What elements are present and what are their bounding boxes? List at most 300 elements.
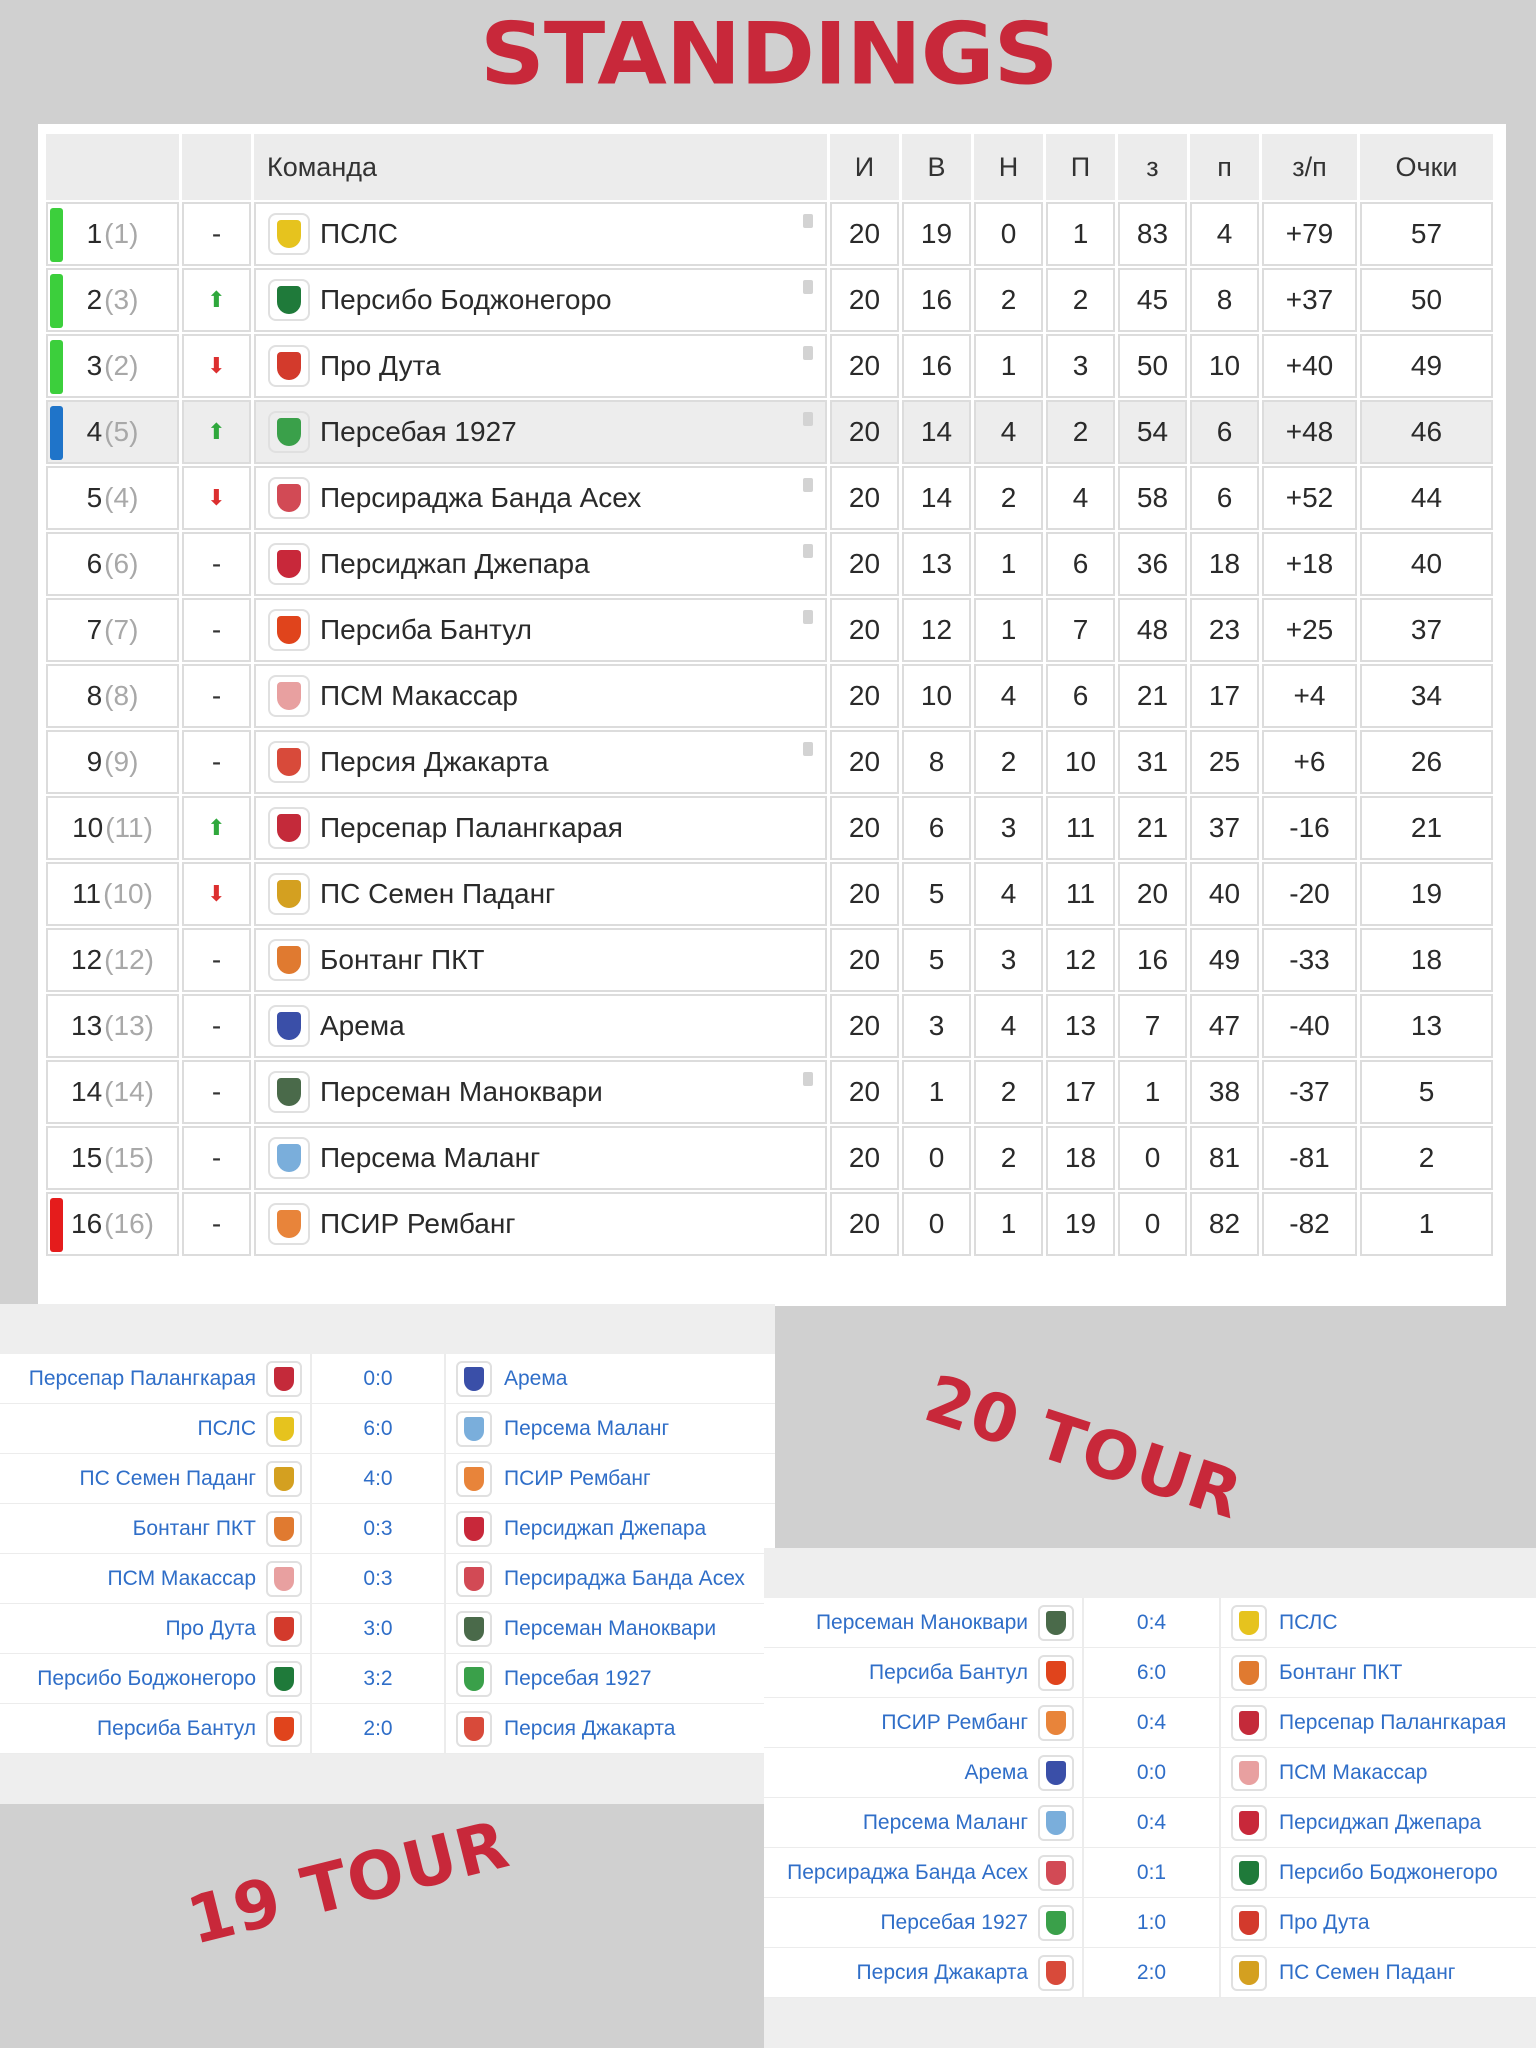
change-cell bbox=[182, 466, 251, 530]
drawn-cell: 1 bbox=[974, 334, 1043, 398]
team-name[interactable]: Персебая 1927 bbox=[320, 416, 517, 447]
previous-position: (6) bbox=[104, 548, 139, 579]
no-change-dash: - bbox=[211, 944, 222, 975]
home-team-name[interactable]: Персебая 1927 bbox=[880, 1910, 1028, 1934]
team-name[interactable]: ПСМ Макассар bbox=[320, 680, 518, 711]
away-team-name[interactable]: Персиджап Джепара bbox=[1279, 1810, 1482, 1834]
away-team-name[interactable]: ПС Семен Паданг bbox=[1279, 1960, 1456, 1984]
match-score[interactable]: 2:0 bbox=[1136, 1960, 1167, 1984]
team-name[interactable]: Персепар Палангкарая bbox=[320, 812, 623, 843]
home-team-name[interactable]: ПСИР Рембанг bbox=[881, 1710, 1028, 1734]
match-row[interactable] bbox=[0, 1604, 775, 1654]
goal-difference-cell: +18 bbox=[1262, 532, 1357, 596]
away-team-logo-icon bbox=[1231, 1705, 1267, 1741]
goal-difference-cell: +48 bbox=[1262, 400, 1357, 464]
away-team-logo-icon bbox=[456, 1461, 492, 1497]
table-row[interactable] bbox=[46, 598, 1494, 662]
home-team-logo-icon bbox=[1038, 1755, 1074, 1791]
match-row[interactable] bbox=[0, 1654, 775, 1704]
position-cell bbox=[46, 466, 179, 530]
change-cell bbox=[182, 598, 251, 662]
team-cell[interactable] bbox=[254, 466, 827, 530]
match-score[interactable]: 0:1 bbox=[1136, 1860, 1167, 1884]
match-row[interactable] bbox=[0, 1704, 775, 1754]
home-team[interactable] bbox=[764, 1898, 1084, 1947]
won-cell: 6 bbox=[902, 796, 971, 860]
match-row[interactable] bbox=[764, 1898, 1536, 1948]
away-team[interactable] bbox=[444, 1454, 884, 1503]
played-cell: 20 bbox=[830, 994, 899, 1058]
team-name[interactable]: ПСЛС bbox=[320, 218, 399, 249]
header-lost[interactable]: П bbox=[1046, 134, 1118, 200]
match-row[interactable] bbox=[0, 1404, 775, 1454]
lock-icon bbox=[803, 214, 813, 228]
away-team-name[interactable]: Персия Джакарта bbox=[504, 1716, 676, 1740]
goal-difference-cell: +79 bbox=[1262, 202, 1357, 266]
header-team[interactable]: Команда bbox=[254, 134, 830, 200]
table-row[interactable] bbox=[46, 928, 1494, 992]
goal-difference-cell: +6 bbox=[1262, 730, 1357, 794]
team-cell[interactable] bbox=[254, 994, 827, 1058]
header-won[interactable]: В bbox=[902, 134, 974, 200]
goals-for-cell: 7 bbox=[1118, 994, 1187, 1058]
lost-cell: 11 bbox=[1046, 862, 1115, 926]
team-logo-icon bbox=[268, 1005, 310, 1047]
points-cell: 50 bbox=[1360, 268, 1493, 332]
position-number: 14 bbox=[71, 1076, 103, 1107]
no-change-dash: - bbox=[211, 746, 222, 777]
match-score[interactable]: 0:0 bbox=[363, 1366, 393, 1390]
away-team-logo-icon bbox=[456, 1361, 492, 1397]
away-team[interactable] bbox=[1219, 1648, 1536, 1697]
match-score[interactable]: 0:4 bbox=[1136, 1610, 1167, 1634]
points-cell: 13 bbox=[1360, 994, 1493, 1058]
lost-cell: 2 bbox=[1046, 268, 1115, 332]
table-row[interactable] bbox=[46, 334, 1494, 398]
table-row[interactable] bbox=[46, 400, 1494, 464]
won-cell: 3 bbox=[902, 994, 971, 1058]
match-row[interactable] bbox=[764, 1798, 1536, 1848]
goals-for-cell: 1 bbox=[1118, 1060, 1187, 1124]
played-cell: 20 bbox=[830, 400, 899, 464]
played-cell: 20 bbox=[830, 928, 899, 992]
away-team[interactable] bbox=[444, 1404, 884, 1453]
away-team-name[interactable]: Бонтанг ПКТ bbox=[1279, 1660, 1403, 1684]
home-team-logo-icon bbox=[266, 1661, 302, 1697]
table-row[interactable] bbox=[46, 1126, 1494, 1190]
drawn-cell: 2 bbox=[974, 268, 1043, 332]
change-cell bbox=[182, 1126, 251, 1190]
away-team[interactable] bbox=[444, 1354, 884, 1403]
away-team-logo-icon bbox=[1231, 1755, 1267, 1791]
change-cell bbox=[182, 796, 251, 860]
previous-position: (1) bbox=[104, 218, 139, 249]
lock-icon bbox=[803, 1072, 813, 1086]
position-number: 12 bbox=[71, 944, 103, 975]
match-row[interactable] bbox=[0, 1454, 775, 1504]
team-name[interactable]: Персиджап Джепара bbox=[320, 548, 590, 579]
home-team[interactable] bbox=[0, 1354, 312, 1403]
home-team[interactable] bbox=[0, 1454, 312, 1503]
goals-for-cell: 21 bbox=[1118, 664, 1187, 728]
position-cell bbox=[46, 268, 179, 332]
arrow-up-icon: ⬆ bbox=[207, 815, 226, 840]
won-cell: 8 bbox=[902, 730, 971, 794]
zone-indicator bbox=[50, 340, 63, 394]
match-row[interactable] bbox=[764, 1598, 1536, 1648]
played-cell: 20 bbox=[830, 202, 899, 266]
team-name[interactable]: Арема bbox=[320, 1010, 405, 1041]
away-team-name[interactable]: Персепар Палангкарая bbox=[1279, 1710, 1507, 1734]
table-row[interactable] bbox=[46, 1192, 1494, 1256]
team-cell[interactable] bbox=[254, 400, 827, 464]
team-name[interactable]: Персиба Бантул bbox=[320, 614, 532, 645]
goal-difference-cell: +37 bbox=[1262, 268, 1357, 332]
table-row[interactable] bbox=[46, 466, 1494, 530]
goals-against-cell: 81 bbox=[1190, 1126, 1259, 1190]
team-cell[interactable] bbox=[254, 334, 827, 398]
goal-difference-cell: -16 bbox=[1262, 796, 1357, 860]
match-row[interactable] bbox=[0, 1504, 775, 1554]
home-team[interactable] bbox=[764, 1698, 1084, 1747]
home-team-logo-icon bbox=[266, 1611, 302, 1647]
away-team-name[interactable]: ПСЛС bbox=[1279, 1610, 1338, 1634]
no-change-dash: - bbox=[211, 1142, 222, 1173]
previous-position: (15) bbox=[104, 1142, 154, 1173]
played-cell: 20 bbox=[830, 862, 899, 926]
away-team[interactable] bbox=[1219, 1598, 1536, 1647]
lock-icon bbox=[803, 346, 813, 360]
header-goals-against[interactable]: п bbox=[1190, 134, 1262, 200]
team-name[interactable]: Персия Джакарта bbox=[320, 746, 549, 777]
home-team[interactable] bbox=[0, 1504, 312, 1553]
zone-indicator bbox=[50, 274, 63, 328]
team-name[interactable]: Про Дута bbox=[320, 350, 441, 381]
away-team-logo-icon bbox=[456, 1561, 492, 1597]
team-logo-icon bbox=[268, 213, 310, 255]
lost-cell: 19 bbox=[1046, 1192, 1115, 1256]
goals-for-cell: 0 bbox=[1118, 1192, 1187, 1256]
lost-cell: 3 bbox=[1046, 334, 1115, 398]
home-team[interactable] bbox=[764, 1748, 1084, 1797]
team-logo-icon bbox=[268, 543, 310, 585]
table-row[interactable] bbox=[46, 202, 1494, 266]
away-team[interactable] bbox=[1219, 1898, 1536, 1947]
lost-cell: 11 bbox=[1046, 796, 1115, 860]
table-row[interactable] bbox=[46, 862, 1494, 926]
position-cell bbox=[46, 1060, 179, 1124]
position-number: 8 bbox=[86, 680, 103, 711]
position-number: 2 bbox=[86, 284, 103, 315]
tour19-panel-header bbox=[0, 1304, 775, 1354]
goals-against-cell: 37 bbox=[1190, 796, 1259, 860]
home-team-name[interactable]: Персепар Палангкарая bbox=[28, 1366, 256, 1390]
goals-against-cell: 47 bbox=[1190, 994, 1259, 1058]
home-team[interactable] bbox=[764, 1948, 1084, 1997]
match-score[interactable]: 4:0 bbox=[363, 1466, 393, 1490]
away-team-name[interactable]: Персеман Маноквари bbox=[504, 1616, 717, 1640]
away-team[interactable] bbox=[1219, 1698, 1536, 1747]
won-cell: 16 bbox=[902, 334, 971, 398]
played-cell: 20 bbox=[830, 1192, 899, 1256]
goals-against-cell: 82 bbox=[1190, 1192, 1259, 1256]
home-team-logo-icon bbox=[1038, 1905, 1074, 1941]
home-team[interactable] bbox=[0, 1654, 312, 1703]
change-cell bbox=[182, 994, 251, 1058]
previous-position: (11) bbox=[105, 812, 153, 843]
no-change-dash: - bbox=[211, 1010, 222, 1041]
table-row[interactable] bbox=[46, 664, 1494, 728]
goals-against-cell: 23 bbox=[1190, 598, 1259, 662]
home-team[interactable] bbox=[0, 1404, 312, 1453]
goals-against-cell: 49 bbox=[1190, 928, 1259, 992]
home-team[interactable] bbox=[0, 1554, 312, 1603]
match-row[interactable] bbox=[764, 1948, 1536, 1998]
header-played[interactable]: И bbox=[830, 134, 902, 200]
change-cell bbox=[182, 334, 251, 398]
home-team[interactable] bbox=[0, 1604, 312, 1653]
team-cell[interactable] bbox=[254, 796, 827, 860]
lock-icon bbox=[803, 412, 813, 426]
points-cell: 21 bbox=[1360, 796, 1493, 860]
change-cell bbox=[182, 730, 251, 794]
match-score[interactable]: 3:2 bbox=[363, 1666, 393, 1690]
team-cell[interactable] bbox=[254, 268, 827, 332]
away-team-name[interactable]: Персиджап Джепара bbox=[504, 1516, 707, 1540]
match-score[interactable]: 0:3 bbox=[363, 1516, 393, 1540]
position-number: 1 bbox=[86, 218, 103, 249]
table-row[interactable] bbox=[46, 532, 1494, 596]
team-cell[interactable] bbox=[254, 1126, 827, 1190]
team-logo-icon bbox=[268, 1203, 310, 1245]
match-score[interactable]: 2:0 bbox=[363, 1716, 393, 1740]
goal-difference-cell: -33 bbox=[1262, 928, 1357, 992]
away-team-name[interactable]: Про Дута bbox=[1279, 1910, 1370, 1934]
previous-position: (16) bbox=[104, 1208, 154, 1239]
change-cell bbox=[182, 1060, 251, 1124]
played-cell: 20 bbox=[830, 598, 899, 662]
away-team-name[interactable]: Персираджа Банда Асех bbox=[504, 1566, 745, 1590]
team-logo-icon bbox=[268, 345, 310, 387]
position-cell bbox=[46, 532, 179, 596]
away-team-name[interactable]: Персема Маланг bbox=[504, 1416, 670, 1440]
lock-icon bbox=[803, 610, 813, 624]
team-cell[interactable] bbox=[254, 1192, 827, 1256]
lost-cell: 17 bbox=[1046, 1060, 1115, 1124]
position-cell bbox=[46, 862, 179, 926]
team-cell[interactable] bbox=[254, 862, 827, 926]
away-team[interactable] bbox=[1219, 1748, 1536, 1797]
home-team-logo-icon bbox=[266, 1711, 302, 1747]
played-cell: 20 bbox=[830, 334, 899, 398]
team-logo-icon bbox=[268, 1137, 310, 1179]
change-cell bbox=[182, 202, 251, 266]
change-cell bbox=[182, 862, 251, 926]
home-team-name[interactable]: Арема bbox=[964, 1760, 1028, 1784]
table-row[interactable] bbox=[46, 796, 1494, 860]
away-team-name[interactable]: ПСМ Макассар bbox=[1279, 1760, 1428, 1784]
standings-body bbox=[46, 202, 1494, 1256]
drawn-cell: 3 bbox=[974, 796, 1043, 860]
zone-indicator bbox=[50, 406, 63, 460]
won-cell: 1 bbox=[902, 1060, 971, 1124]
header-points[interactable]: Очки bbox=[1360, 134, 1496, 200]
drawn-cell: 1 bbox=[974, 598, 1043, 662]
points-cell: 18 bbox=[1360, 928, 1493, 992]
away-team-name[interactable]: ПСИР Рембанг bbox=[504, 1466, 651, 1490]
team-logo-icon bbox=[268, 807, 310, 849]
away-team-logo-icon bbox=[456, 1411, 492, 1447]
goal-difference-cell: +40 bbox=[1262, 334, 1357, 398]
header-drawn[interactable]: Н bbox=[974, 134, 1046, 200]
away-team[interactable] bbox=[444, 1504, 884, 1553]
team-name[interactable]: Персема Маланг bbox=[320, 1142, 541, 1173]
team-cell[interactable] bbox=[254, 532, 827, 596]
match-score[interactable]: 6:0 bbox=[363, 1416, 393, 1440]
lost-cell: 13 bbox=[1046, 994, 1115, 1058]
team-cell[interactable] bbox=[254, 1060, 827, 1124]
position-number: 16 bbox=[71, 1208, 103, 1239]
table-row[interactable] bbox=[46, 1060, 1494, 1124]
table-row[interactable] bbox=[46, 730, 1494, 794]
points-cell: 19 bbox=[1360, 862, 1493, 926]
previous-position: (7) bbox=[104, 614, 139, 645]
position-cell bbox=[46, 994, 179, 1058]
home-team-name[interactable]: Персибо Боджонегоро bbox=[37, 1666, 256, 1690]
tour20-panel-header bbox=[764, 1548, 1536, 1598]
position-number: 7 bbox=[86, 614, 103, 645]
table-row[interactable] bbox=[46, 268, 1494, 332]
home-team-name[interactable]: Персиба Бантул bbox=[97, 1716, 256, 1740]
previous-position: (10) bbox=[103, 878, 153, 909]
goals-for-cell: 45 bbox=[1118, 268, 1187, 332]
position-cell bbox=[46, 202, 179, 266]
position-cell bbox=[46, 334, 179, 398]
team-name[interactable]: Персеман Маноквари bbox=[320, 1076, 603, 1107]
away-team[interactable] bbox=[1219, 1848, 1536, 1897]
played-cell: 20 bbox=[830, 1060, 899, 1124]
team-cell[interactable] bbox=[254, 598, 827, 662]
home-team-logo-icon bbox=[266, 1411, 302, 1447]
lock-icon bbox=[803, 544, 813, 558]
position-cell bbox=[46, 928, 179, 992]
drawn-cell: 2 bbox=[974, 1060, 1043, 1124]
goal-difference-cell: +52 bbox=[1262, 466, 1357, 530]
match-score[interactable]: 0:4 bbox=[1136, 1710, 1167, 1734]
home-team-name[interactable]: Персираджа Банда Асех bbox=[787, 1860, 1028, 1884]
home-team-name[interactable]: Персема Маланг bbox=[862, 1810, 1028, 1834]
home-team-name[interactable]: ПСМ Макассар bbox=[107, 1566, 256, 1590]
team-cell[interactable] bbox=[254, 730, 827, 794]
away-team-name[interactable]: Персебая 1927 bbox=[504, 1666, 652, 1690]
team-name[interactable]: Бонтанг ПКТ bbox=[320, 944, 485, 975]
goals-for-cell: 50 bbox=[1118, 334, 1187, 398]
match-score[interactable]: 0:0 bbox=[1136, 1760, 1167, 1784]
position-number: 13 bbox=[71, 1010, 103, 1041]
home-team-name[interactable]: ПСЛС bbox=[197, 1416, 256, 1440]
away-team[interactable] bbox=[1219, 1948, 1536, 1997]
arrow-down-icon: ⬇ bbox=[207, 485, 226, 510]
lost-cell: 2 bbox=[1046, 400, 1115, 464]
home-team-name[interactable]: Бонтанг ПКТ bbox=[132, 1516, 256, 1540]
arrow-down-icon: ⬇ bbox=[207, 881, 226, 906]
match-score[interactable]: 0:4 bbox=[1136, 1810, 1167, 1834]
lost-cell: 18 bbox=[1046, 1126, 1115, 1190]
goal-difference-cell: +25 bbox=[1262, 598, 1357, 662]
home-team-name[interactable]: ПС Семен Паданг bbox=[79, 1466, 256, 1490]
previous-position: (4) bbox=[104, 482, 139, 513]
previous-position: (13) bbox=[104, 1010, 154, 1041]
points-cell: 2 bbox=[1360, 1126, 1493, 1190]
team-logo-icon bbox=[268, 939, 310, 981]
team-cell[interactable] bbox=[254, 664, 827, 728]
header-goals-for[interactable]: з bbox=[1118, 134, 1190, 200]
goals-against-cell: 8 bbox=[1190, 268, 1259, 332]
tour20-results-panel bbox=[764, 1548, 1536, 2048]
home-team-name[interactable]: Персиба Бантул bbox=[869, 1660, 1028, 1684]
table-row[interactable] bbox=[46, 994, 1494, 1058]
won-cell: 13 bbox=[902, 532, 971, 596]
home-team[interactable] bbox=[764, 1598, 1084, 1647]
team-name[interactable]: ПСИР Рембанг bbox=[320, 1208, 516, 1239]
team-cell[interactable] bbox=[254, 928, 827, 992]
won-cell: 14 bbox=[902, 466, 971, 530]
match-row[interactable] bbox=[764, 1848, 1536, 1898]
home-team-logo-icon bbox=[1038, 1805, 1074, 1841]
match-row[interactable] bbox=[0, 1554, 775, 1604]
team-name[interactable]: Персираджа Банда Асех bbox=[320, 482, 642, 513]
points-cell: 40 bbox=[1360, 532, 1493, 596]
match-row[interactable] bbox=[764, 1648, 1536, 1698]
home-team[interactable] bbox=[764, 1648, 1084, 1697]
home-team-name[interactable]: Персия Джакарта bbox=[856, 1960, 1028, 1984]
won-cell: 0 bbox=[902, 1192, 971, 1256]
previous-position: (5) bbox=[104, 416, 139, 447]
position-number: 5 bbox=[86, 482, 103, 513]
match-score[interactable]: 6:0 bbox=[1136, 1660, 1167, 1684]
away-team-name[interactable]: Арема bbox=[504, 1366, 568, 1390]
position-number: 10 bbox=[72, 812, 104, 843]
home-team-name[interactable]: Про Дута bbox=[165, 1616, 256, 1640]
team-name[interactable]: Персибо Боджонегоро bbox=[320, 284, 612, 315]
team-cell[interactable] bbox=[254, 202, 827, 266]
match-score[interactable]: 1:0 bbox=[1136, 1910, 1167, 1934]
played-cell: 20 bbox=[830, 466, 899, 530]
match-row[interactable] bbox=[764, 1748, 1536, 1798]
home-team[interactable] bbox=[764, 1798, 1084, 1847]
match-score[interactable]: 3:0 bbox=[363, 1616, 393, 1640]
away-team-name[interactable]: Персибо Боджонегоро bbox=[1279, 1860, 1498, 1884]
match-score[interactable]: 0:3 bbox=[363, 1566, 393, 1590]
previous-position: (14) bbox=[104, 1076, 154, 1107]
position-cell bbox=[46, 400, 179, 464]
home-team-name[interactable]: Персеман Маноквари bbox=[815, 1610, 1028, 1634]
no-change-dash: - bbox=[211, 1208, 222, 1239]
lost-cell: 10 bbox=[1046, 730, 1115, 794]
away-team[interactable] bbox=[1219, 1798, 1536, 1847]
home-team[interactable] bbox=[0, 1704, 312, 1753]
away-team-logo-icon bbox=[456, 1511, 492, 1547]
goals-against-cell: 17 bbox=[1190, 664, 1259, 728]
team-name[interactable]: ПС Семен Паданг bbox=[320, 878, 556, 909]
home-team-logo-icon bbox=[266, 1461, 302, 1497]
match-row[interactable] bbox=[764, 1698, 1536, 1748]
match-row[interactable] bbox=[0, 1354, 775, 1404]
home-team[interactable] bbox=[764, 1848, 1084, 1897]
team-logo-icon bbox=[268, 609, 310, 651]
points-cell: 26 bbox=[1360, 730, 1493, 794]
header-goal-difference[interactable]: з/п bbox=[1262, 134, 1360, 200]
